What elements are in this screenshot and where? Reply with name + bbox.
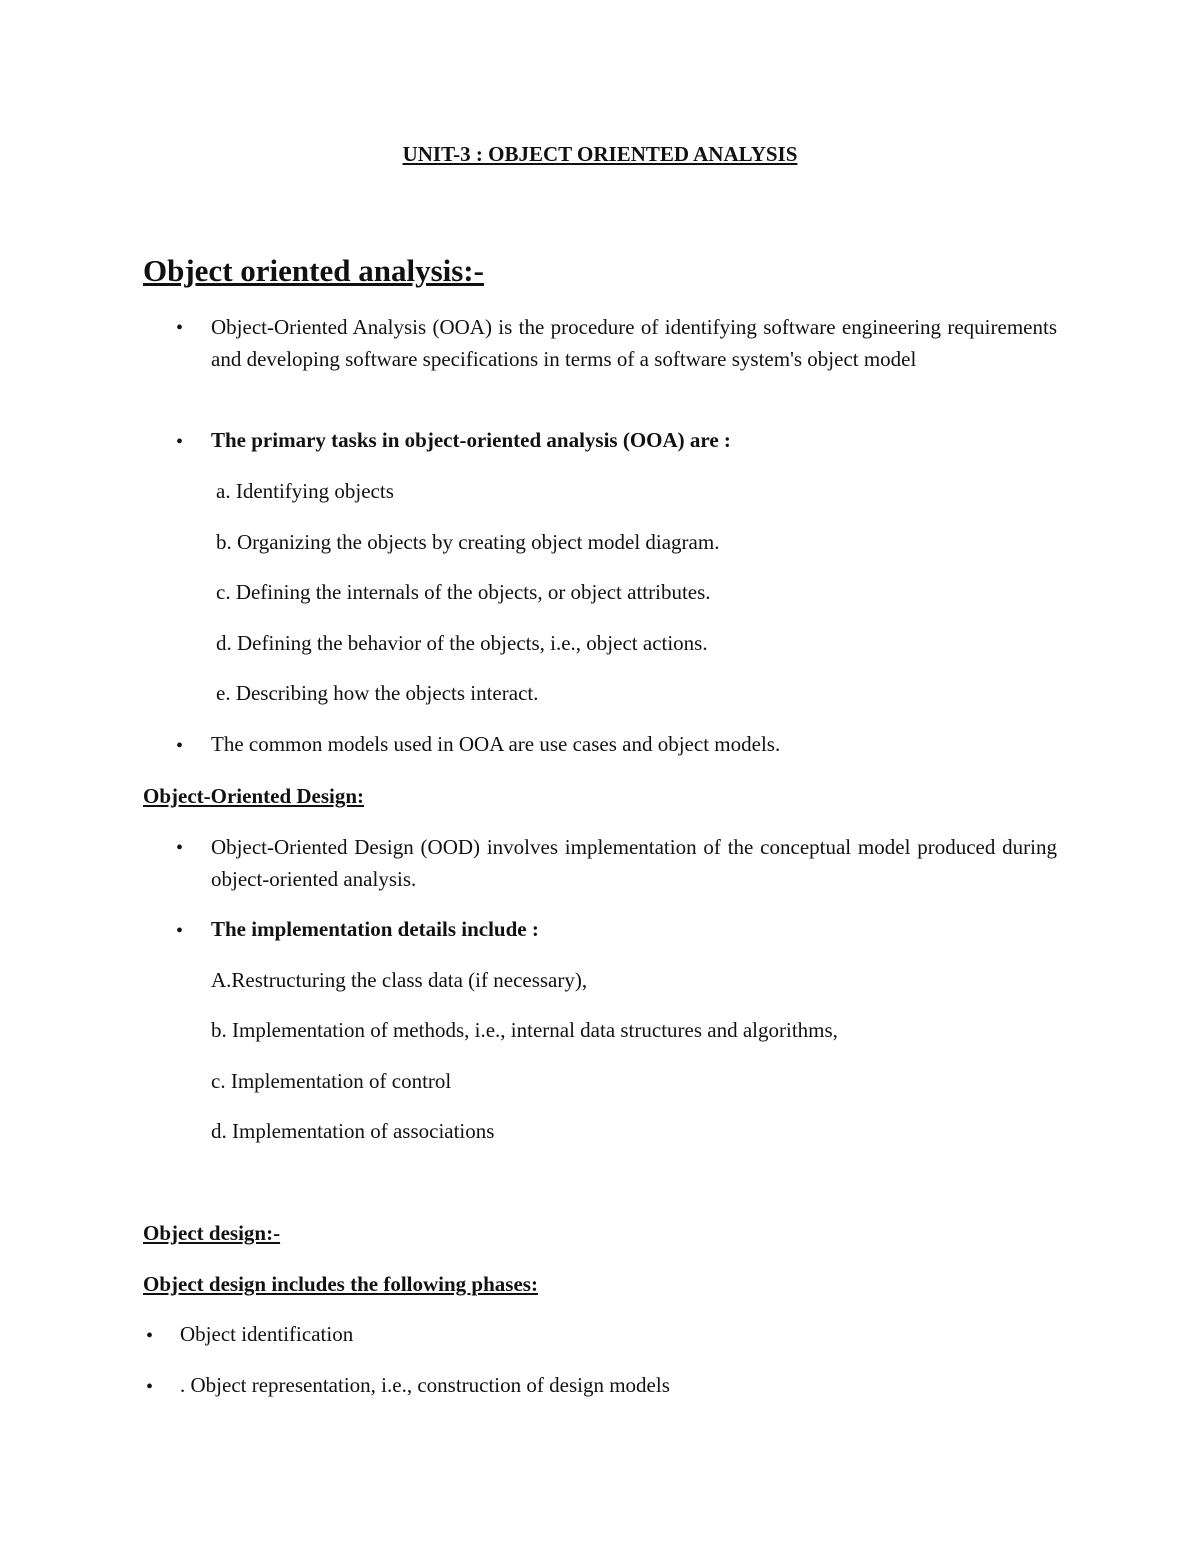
ood-details-intro: The implementation details include : xyxy=(211,917,539,941)
section-heading-ood: Object-Oriented Design: xyxy=(143,784,365,808)
object-design-phases-heading: Object design includes the following phases: xyxy=(143,1272,538,1296)
task-item: d. Defining the behavior of the objects, i.e., object actions. xyxy=(216,631,708,655)
phase-item: . Object representation, i.e., construction of design models xyxy=(180,1373,670,1397)
detail-item: c. Implementation of control xyxy=(211,1069,452,1093)
phase-item: Object identification xyxy=(180,1322,354,1346)
bullet-icon: • xyxy=(176,735,184,757)
bullet-icon: • xyxy=(176,920,184,942)
ooa-models: The common models used in OOA are use cases and object models. xyxy=(211,732,781,756)
task-item: c. Defining the internals of the objects, or object attributes. xyxy=(216,580,711,604)
ooa-tasks-intro: The primary tasks in object-oriented analysis (OOA) are : xyxy=(211,428,731,452)
bullet-icon: • xyxy=(146,1376,154,1398)
ooa-definition: Object-Oriented Analysis (OOA) is the procedure of identifying software engineering requirements and developing software specifications in terms of a software system's object model xyxy=(211,315,1057,371)
bullet-icon: • xyxy=(176,431,184,453)
detail-item: b. Implementation of methods, i.e., internal data structures and algorithms, xyxy=(211,1018,838,1042)
bullet-icon: • xyxy=(176,837,184,859)
task-item: e. Describing how the objects interact. xyxy=(216,681,539,705)
task-item: b. Organizing the objects by creating object model diagram. xyxy=(216,530,720,554)
detail-item: d. Implementation of associations xyxy=(211,1119,495,1143)
section-heading-object-design: Object design:- xyxy=(143,1221,281,1245)
section-heading-ooa: Object oriented analysis:- xyxy=(143,253,484,288)
bullet-icon: • xyxy=(176,317,184,339)
unit-title: UNIT-3 : OBJECT ORIENTED ANALYSIS xyxy=(402,142,798,166)
task-item: a. Identifying objects xyxy=(216,479,394,503)
bullet-icon: • xyxy=(146,1325,154,1347)
detail-item: A.Restructuring the class data (if necessary), xyxy=(211,968,588,992)
ood-definition: Object-Oriented Design (OOD) involves implementation of the conceptual model produced during object-oriented analysis. xyxy=(211,835,1057,891)
